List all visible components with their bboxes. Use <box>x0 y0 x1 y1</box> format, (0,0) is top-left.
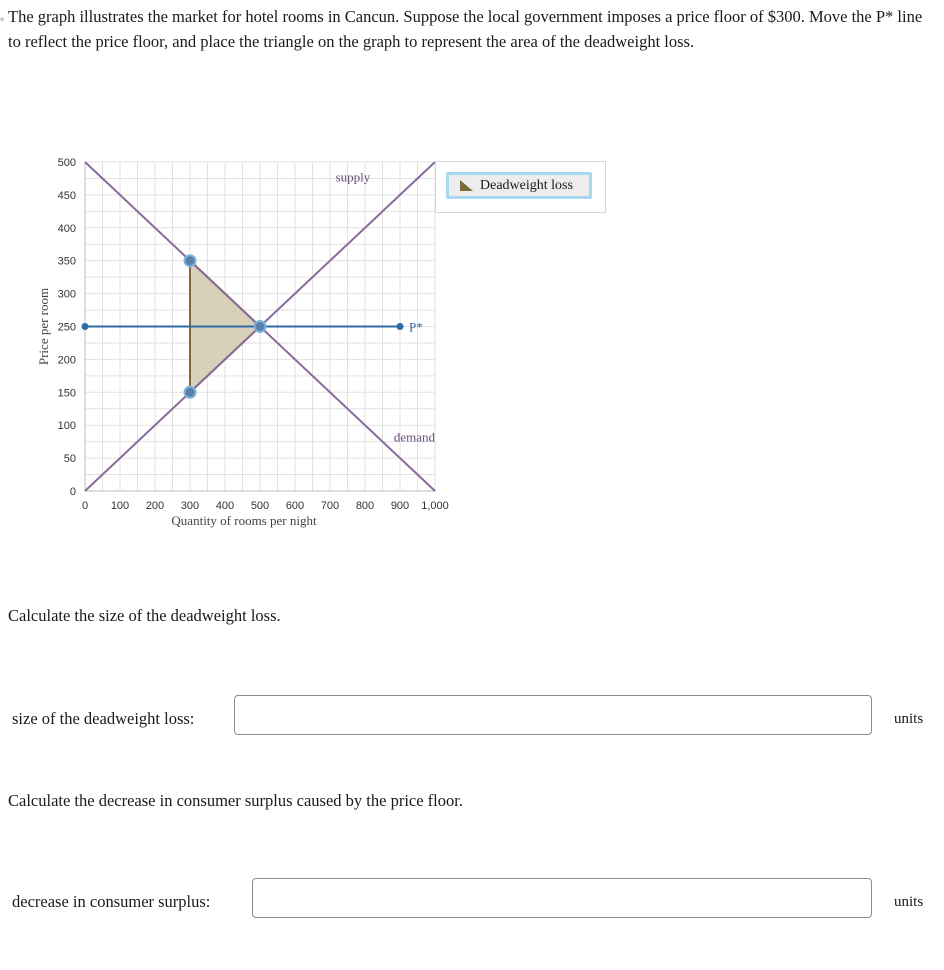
supply-label: supply <box>335 169 371 185</box>
question-text: The graph illustrates the market for hotel rooms in Cancun. Suppose the local government imposes a price floor of $300. Move the P* line to reflect the price floor, and place the triangle on the graph to represent the area of the deadweight loss. <box>8 7 923 51</box>
demand-label: demand <box>393 429 435 445</box>
y-tick-label: 200 <box>57 354 76 367</box>
triangle-vertex-handle[interactable] <box>185 387 196 398</box>
y-tick-label: 250 <box>57 321 76 334</box>
axis-ticks <box>58 157 449 512</box>
y-tick-label: 400 <box>57 222 76 235</box>
legend-panel <box>435 161 606 213</box>
y-axis-title: Price per room <box>36 287 51 366</box>
x-tick-label: 300 <box>180 500 200 512</box>
x-tick-label: 500 <box>250 500 270 512</box>
x-tick-label: 100 <box>110 500 130 512</box>
y-tick-label: 0 <box>69 486 76 498</box>
price-line-end-handle[interactable] <box>397 323 404 330</box>
market-graph[interactable] <box>0 145 470 545</box>
x-tick-label: 200 <box>145 500 165 512</box>
part1-field-label: size of the deadweight loss: <box>12 709 195 728</box>
price-line-label: P* <box>409 319 423 335</box>
question-marker: ◦ <box>0 12 5 26</box>
x-tick-label: 800 <box>355 500 375 512</box>
y-tick-label: 450 <box>57 189 76 202</box>
y-tick-label: 350 <box>57 255 76 268</box>
part2-prompt: Calculate the decrease in consumer surplus caused by the price floor. <box>8 791 463 810</box>
x-tick-label: 900 <box>390 500 410 512</box>
deadweight-loss-input[interactable] <box>234 695 872 735</box>
triangle-icon <box>460 180 473 191</box>
y-tick-label: 100 <box>57 420 76 433</box>
part2-units: units <box>894 894 924 910</box>
x-tick-label: 1,000 <box>421 500 449 512</box>
y-tick-label: 50 <box>63 453 76 466</box>
x-axis-title: Quantity of rooms per night <box>171 513 317 528</box>
x-tick-label: 700 <box>320 500 340 512</box>
part2-field-label: decrease in consumer surplus: <box>12 892 211 911</box>
triangle-vertex-handle[interactable] <box>255 321 266 332</box>
y-tick-label: 150 <box>57 387 76 400</box>
y-tick-label: 300 <box>57 288 76 301</box>
consumer-surplus-input[interactable] <box>252 878 872 918</box>
x-tick-label: 400 <box>215 500 235 512</box>
triangle-vertex-handle[interactable] <box>185 255 196 266</box>
part1-units: units <box>894 711 924 727</box>
y-tick-label: 500 <box>57 157 76 169</box>
x-tick-label: 0 <box>81 500 89 512</box>
price-line-start-handle[interactable] <box>82 323 89 330</box>
deadweight-loss-label: Deadweight loss <box>480 178 573 193</box>
part1-prompt: Calculate the size of the deadweight loss. <box>8 606 281 625</box>
deadweight-loss-tool[interactable] <box>446 172 592 199</box>
x-tick-label: 600 <box>285 500 305 512</box>
